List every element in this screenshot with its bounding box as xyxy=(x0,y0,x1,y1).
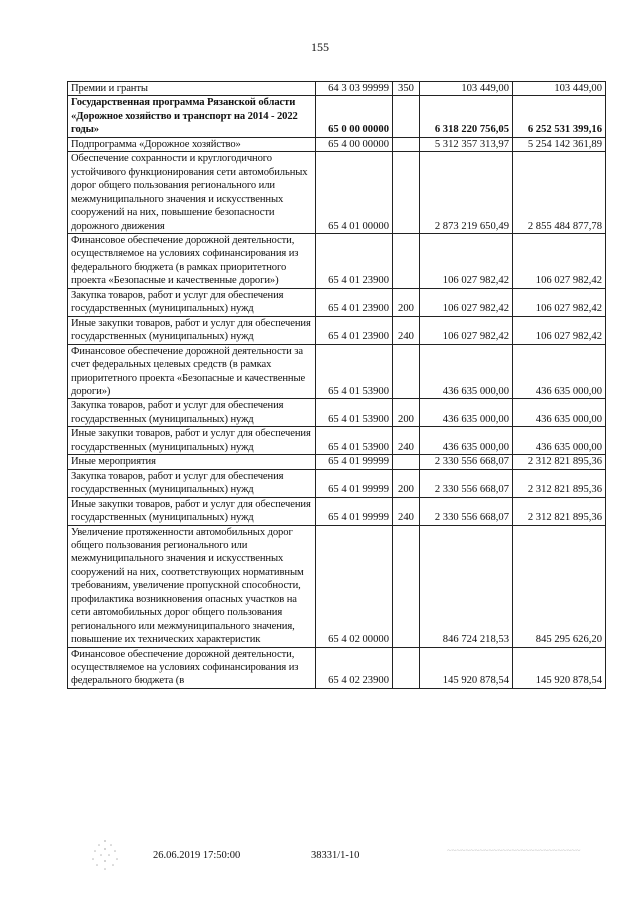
table-row xyxy=(68,455,606,469)
row-amount-2019: 2 330 556 668,07 xyxy=(420,497,513,525)
row-amount-2019: 103 449,00 xyxy=(420,82,513,96)
row-expense-type: 350 xyxy=(393,82,420,96)
row-name: Иные закупки товаров, работ и услуг для обеспечения государственных (муниципальных) нужд xyxy=(68,497,316,525)
row-amount-2020: 436 635 000,00 xyxy=(513,399,606,427)
row-name: Государственная программа Рязанской области «Дорожное хозяйство и транспорт на 2014 - 2022 годы» xyxy=(68,96,316,137)
budget-table-body xyxy=(68,82,606,689)
row-amount-2019: 2 330 556 668,07 xyxy=(420,469,513,497)
row-amount-2020: 2 312 821 895,36 xyxy=(513,455,606,469)
row-code: 65 4 00 00000 xyxy=(316,137,393,151)
table-row xyxy=(68,316,606,344)
row-name: Финансовое обеспечение дорожной деятельности, осуществляемое на условиях софинансирования из федерального бюджета (в xyxy=(68,647,316,688)
row-expense-type: 200 xyxy=(393,399,420,427)
row-name: Иные мероприятия xyxy=(68,455,316,469)
row-amount-2019: 436 635 000,00 xyxy=(420,427,513,455)
table-row xyxy=(68,525,606,647)
row-amount-2020: 6 252 531 399,16 xyxy=(513,96,606,137)
row-expense-type xyxy=(393,96,420,137)
row-name: Увеличение протяженности автомобильных дорог общего пользования регионального или межмуниципального значения и искусственных сооружений на них, соответствующих нормативным требованиям, увеличение пропускной способности, профилактика возникновения опасных участков на сети автомобильных дорог общего пользования регионального или межмуниципального значения, повышение их технических характеристик xyxy=(68,525,316,647)
row-amount-2019: 106 027 982,42 xyxy=(420,233,513,288)
table-row xyxy=(68,96,606,137)
row-name: Финансовое обеспечение дорожной деятельности, осуществляемое на условиях софинансирования из федерального бюджета (в рамках приоритетного проекта «Безопасные и качественные дороги») xyxy=(68,233,316,288)
row-amount-2019: 106 027 982,42 xyxy=(420,288,513,316)
row-code: 65 4 01 53900 xyxy=(316,344,393,399)
row-amount-2020: 845 295 626,20 xyxy=(513,525,606,647)
row-expense-type: 200 xyxy=(393,288,420,316)
row-code: 65 4 01 00000 xyxy=(316,152,393,234)
row-amount-2020: 2 855 484 877,78 xyxy=(513,152,606,234)
row-code: 65 4 01 53900 xyxy=(316,399,393,427)
row-code: 65 4 02 00000 xyxy=(316,525,393,647)
table-row xyxy=(68,469,606,497)
row-expense-type: 240 xyxy=(393,497,420,525)
row-amount-2020: 145 920 878,54 xyxy=(513,647,606,688)
table-row xyxy=(68,344,606,399)
row-expense-type xyxy=(393,152,420,234)
row-expense-type xyxy=(393,525,420,647)
row-name: Подпрограмма «Дорожное хозяйство» xyxy=(68,137,316,151)
table-row xyxy=(68,427,606,455)
stamp-mark xyxy=(85,835,125,875)
row-name: Иные закупки товаров, работ и услуг для обеспечения государственных (муниципальных) нужд xyxy=(68,427,316,455)
row-amount-2019: 5 312 357 313,97 xyxy=(420,137,513,151)
row-name: Обеспечение сохранности и круглогодичного устойчивого функционирования сети автомобильных дорог общего пользования регионального или межмуниципального значения и искусственных сооружений на них, повышение безопасности дорожного движения xyxy=(68,152,316,234)
table-row xyxy=(68,137,606,151)
table-row xyxy=(68,82,606,96)
table-row xyxy=(68,647,606,688)
row-expense-type xyxy=(393,233,420,288)
row-amount-2020: 5 254 142 361,89 xyxy=(513,137,606,151)
row-amount-2019: 106 027 982,42 xyxy=(420,316,513,344)
row-code: 65 4 01 99999 xyxy=(316,469,393,497)
row-expense-type: 240 xyxy=(393,316,420,344)
table-row xyxy=(68,233,606,288)
row-amount-2020: 106 027 982,42 xyxy=(513,316,606,344)
row-name: Финансовое обеспечение дорожной деятельности за счет федеральных целевых средств (в рамках приоритетного проекта «Безопасные и качественные дороги») xyxy=(68,344,316,399)
footer-timestamp: 26.06.2019 17:50:00 xyxy=(153,850,241,861)
row-amount-2020: 106 027 982,42 xyxy=(513,233,606,288)
row-code: 65 4 01 23900 xyxy=(316,316,393,344)
row-code: 65 4 01 23900 xyxy=(316,288,393,316)
row-name: Премии и гранты xyxy=(68,82,316,96)
row-amount-2020: 106 027 982,42 xyxy=(513,288,606,316)
faint-stamp-text: ~~~~~~~~~~~~~~~~~~~~~~~~~~~~~ xyxy=(447,845,581,855)
budget-table xyxy=(67,81,606,689)
row-amount-2019: 436 635 000,00 xyxy=(420,344,513,399)
row-code: 65 4 01 53900 xyxy=(316,427,393,455)
row-amount-2020: 436 635 000,00 xyxy=(513,427,606,455)
row-name: Закупка товаров, работ и услуг для обеспечения государственных (муниципальных) нужд xyxy=(68,399,316,427)
row-amount-2020: 2 312 821 895,36 xyxy=(513,469,606,497)
row-amount-2019: 436 635 000,00 xyxy=(420,399,513,427)
row-amount-2020: 2 312 821 895,36 xyxy=(513,497,606,525)
row-amount-2019: 6 318 220 756,05 xyxy=(420,96,513,137)
row-code: 65 4 01 99999 xyxy=(316,455,393,469)
row-name: Закупка товаров, работ и услуг для обеспечения государственных (муниципальных) нужд xyxy=(68,288,316,316)
row-amount-2020: 436 635 000,00 xyxy=(513,344,606,399)
row-name: Иные закупки товаров, работ и услуг для обеспечения государственных (муниципальных) нужд xyxy=(68,316,316,344)
footer-doc-number: 38331/1-10 xyxy=(311,850,360,861)
row-amount-2019: 846 724 218,53 xyxy=(420,525,513,647)
row-amount-2019: 145 920 878,54 xyxy=(420,647,513,688)
row-expense-type xyxy=(393,455,420,469)
row-code: 65 4 01 99999 xyxy=(316,497,393,525)
page-number: 155 xyxy=(311,40,329,54)
row-code: 65 0 00 00000 xyxy=(316,96,393,137)
row-name: Закупка товаров, работ и услуг для обеспечения государственных (муниципальных) нужд xyxy=(68,469,316,497)
row-code: 64 3 03 99999 xyxy=(316,82,393,96)
row-code: 65 4 02 23900 xyxy=(316,647,393,688)
row-amount-2019: 2 873 219 650,49 xyxy=(420,152,513,234)
table-row xyxy=(68,497,606,525)
row-expense-type xyxy=(393,647,420,688)
row-expense-type: 200 xyxy=(393,469,420,497)
row-amount-2020: 103 449,00 xyxy=(513,82,606,96)
row-amount-2019: 2 330 556 668,07 xyxy=(420,455,513,469)
row-expense-type: 240 xyxy=(393,427,420,455)
table-row xyxy=(68,288,606,316)
table-row xyxy=(68,152,606,234)
row-expense-type xyxy=(393,344,420,399)
table-row xyxy=(68,399,606,427)
row-expense-type xyxy=(393,137,420,151)
row-code: 65 4 01 23900 xyxy=(316,233,393,288)
